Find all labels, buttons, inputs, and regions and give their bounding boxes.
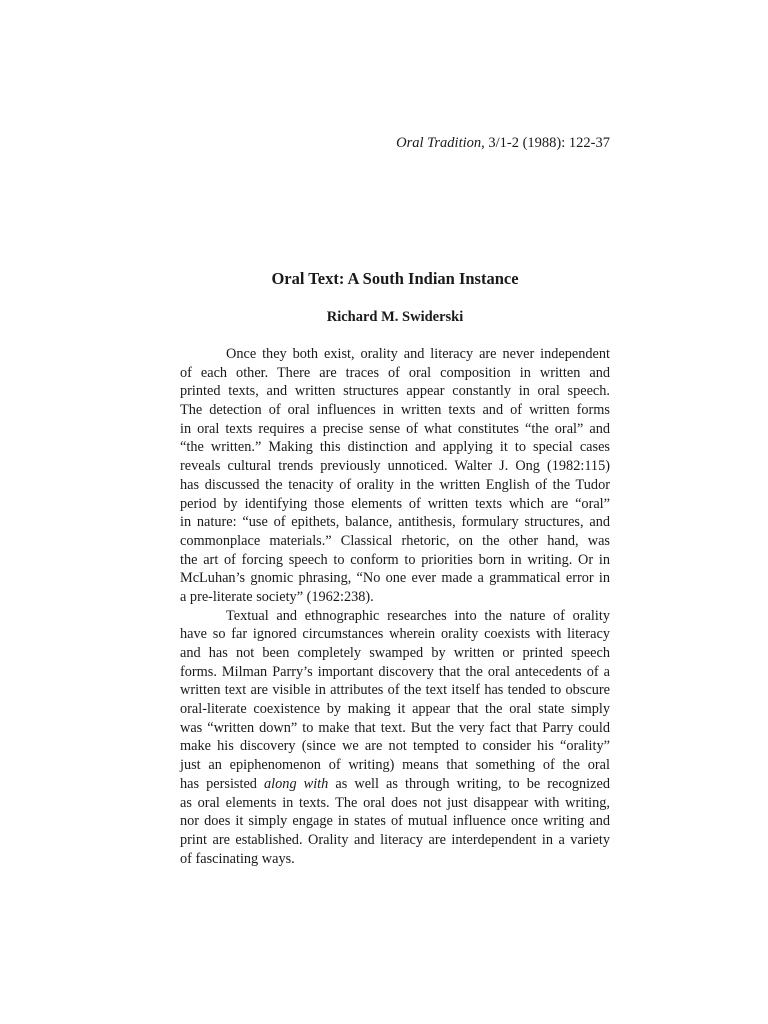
paragraph-1-line: the art of forcing speech to conform to priorities born in writing. Or in: [180, 551, 610, 568]
paragraph-1-line: McLuhan’s gnomic phrasing, “No one ever made a grammatical error in: [180, 570, 610, 587]
paragraph-1-line: of each other. There are traces of oral composition in written and: [180, 364, 610, 381]
paragraph-2-line-mixed: [180, 775, 610, 794]
paragraph-2-line: print are established. Orality and literacy are interdependent in a variety: [180, 831, 610, 848]
paragraph-1-line: printed texts, and written structures appear constantly in oral speech.: [180, 383, 610, 400]
article-author: Richard M. Swiderski: [326, 309, 464, 325]
journal-name: Oral Tradition: [396, 135, 482, 151]
paragraph-1-line: in nature: “use of epithets, balance, antithesis, formulary structures, and: [180, 514, 610, 531]
paragraph-1-line: commonplace materials.” Classical rhetoric, on the other hand, was: [180, 532, 610, 549]
paragraph-2-line: nor does it simply engage in states of mutual influence once writing and: [180, 813, 610, 830]
journal-citation: [396, 133, 610, 153]
paragraph-2-line: just an epiphenomenon of writing) means that something of the oral: [180, 757, 610, 774]
paragraph-2-line: of fascinating ways.: [180, 850, 295, 867]
paragraph-2-line: make his discovery (since we are not tempted to consider his “orality”: [180, 738, 610, 755]
paragraph-2-line: was “written down” to make that text. But the very fact that Parry could: [180, 719, 610, 736]
article-body: [180, 345, 610, 868]
paragraph-1-line: The detection of oral influences in written texts and of written forms: [180, 402, 610, 419]
paragraph-2-line: and has not been completely swamped by written or printed speech: [180, 645, 610, 661]
paragraph-1-line: period by identifying those elements of written texts which are “oral”: [180, 495, 610, 512]
paragraph-2-line: have so far ignored circumstances wherein orality coexists with literacy: [180, 626, 610, 643]
paragraph-1-line: a pre-literate society” (1962:238).: [180, 588, 374, 605]
line-text-segment: has persisted: [180, 775, 257, 792]
paragraph-1-line: in oral texts requires a precise sense of what constitutes “the oral” and: [180, 420, 610, 437]
citation-details: , 3/1-2 (1988): 122-37: [481, 135, 610, 151]
paragraph-1-line: has discussed the tenacity of orality in the written English of the Tudor: [180, 476, 610, 493]
emphasized-phrase: along with: [264, 775, 329, 792]
article-title: Oral Text: A South Indian Instance: [271, 269, 519, 288]
paragraph-2-line: Textual and ethnographic researches into the nature of orality: [226, 607, 610, 624]
paragraph-2-line: oral-literate coexistence by making it appear that the oral state simply: [180, 701, 610, 718]
paragraph-1-line: “the written.” Making this distinction and applying it to special cases: [180, 439, 610, 456]
paragraph-1-line: Once they both exist, orality and literacy are never independent: [226, 346, 610, 362]
line-text-segment: as well as through writing, to be recognized: [335, 775, 610, 792]
paragraph-2-line: forms. Milman Parry’s important discovery that the oral antecedents of a: [180, 663, 610, 680]
paragraph-2-line: written text are visible in attributes of the text itself has tended to obscure: [180, 682, 610, 699]
paragraph-1-line: reveals cultural trends previously unnoticed. Walter J. Ong (1982:115): [180, 458, 610, 475]
paragraph-2-line: as oral elements in texts. The oral does not just disappear with writing,: [180, 794, 610, 811]
